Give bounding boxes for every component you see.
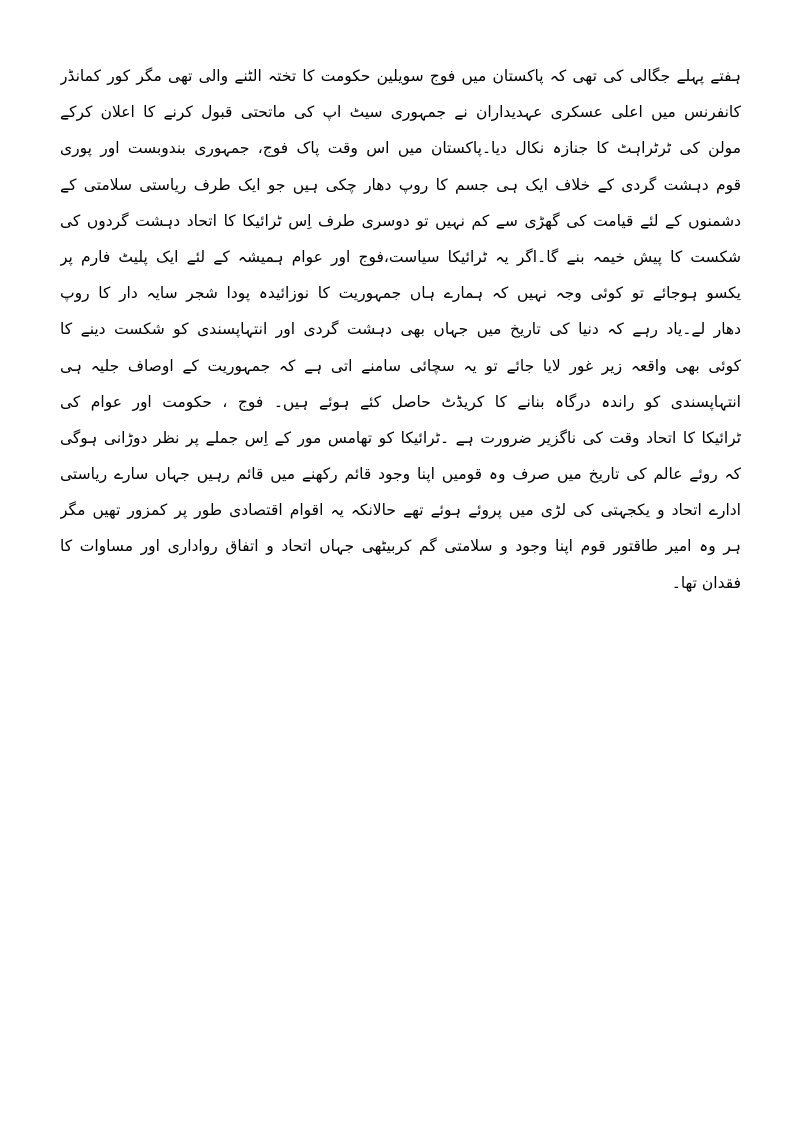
paragraph-line: یکسو ہوجائے تو کوئی وجہ نہیں کہ ہمارے ہاں جمہوریت کا نوزائیدہ پودا شجر سایہ دار کا روپ	[60, 284, 741, 303]
paragraph-line: انتہاپسندی کو راندہ درگاہ بنانے کا کریڈٹ حاصل کئے ہوئے ہیں۔ فوج ، حکومت اور عوام کی	[60, 392, 741, 411]
paragraph-line: ہفتے پہلے جگالی کی تھی کہ پاکستان میں فوج سویلین حکومت کا تختہ الٹنے والی تھی مگر کور کمانڈر	[60, 67, 741, 85]
article-paragraph	[60, 58, 741, 601]
paragraph-line: مولن کی ٹرٹراہٹ کا جنازہ نکال دیا۔پاکستان میں اس وقت پاک فوج، جمہوری بندوبست اور پوری	[60, 139, 741, 158]
paragraph-line: دشمنوں کے لئے قیامت کی گھڑی سے کم نہیں تو دوسری طرف اِس ٹرائیکا کا اتحاد دہشت گردوں کی	[60, 211, 741, 230]
paragraph-line: دھار لے۔یاد رہے کہ دنیا کی تاریخ میں جہاں بھی دہشت گردی اور انتہاپسندی کو شکست دینے کا	[60, 320, 741, 339]
paragraph-line: کانفرنس میں اعلی عسکری عہدیداران نے جمہوری سیٹ اپ کی ماتحتی قبول کرنے کا اعلان کرکے	[60, 103, 741, 122]
paragraph-line: ہر وہ امیر طاقتور قوم اپنا وجود و سلامتی گم کربیٹھی جہاں اتحاد و اتفاق رواداری اور مساوات کا	[60, 537, 741, 556]
paragraph-line: کوئی بھی واقعہ زیر غور لایا جائے تو یہ سچائی سامنے اتی ہے کہ جمہوریت کے اوصاف جلیہ ہی	[60, 356, 741, 375]
paragraph-line: قوم دہشت گردی کے خلاف ایک ہی جسم کا روپ دھار چکی ہیں جو ایک طرف ریاستی سلامتی کے	[60, 175, 741, 194]
paragraph-line: ٹرائیکا کا اتحاد وقت کی ناگزیر ضرورت ہے ۔ٹرائیکا کو تھامس مور کے اِس جملے پر نظر دوڑانی ہوگی	[60, 428, 741, 447]
paragraph-line: شکست کا پیش خیمہ بنے گا۔اگر یہ ٹرائیکا سیاست،فوج اور عوام ہمیشہ کے لئے ایک پلیٹ فارم پر	[60, 247, 741, 266]
paragraph-line: ادارے اتحاد و یکجہتی کی لڑی میں پروئے ہوئے تھے حالانکہ یہ اقوام اقتصادی طور پر کمزور تھیں مگر	[60, 501, 741, 520]
paragraph-last-line: فقدان تھا۔	[671, 573, 741, 592]
paragraph-line: کہ روئے عالم کی تاریخ میں صرف وہ قومیں اپنا وجود قائم رکھنے میں قائم رہیں جہاں سارے ریاستی	[60, 465, 741, 484]
